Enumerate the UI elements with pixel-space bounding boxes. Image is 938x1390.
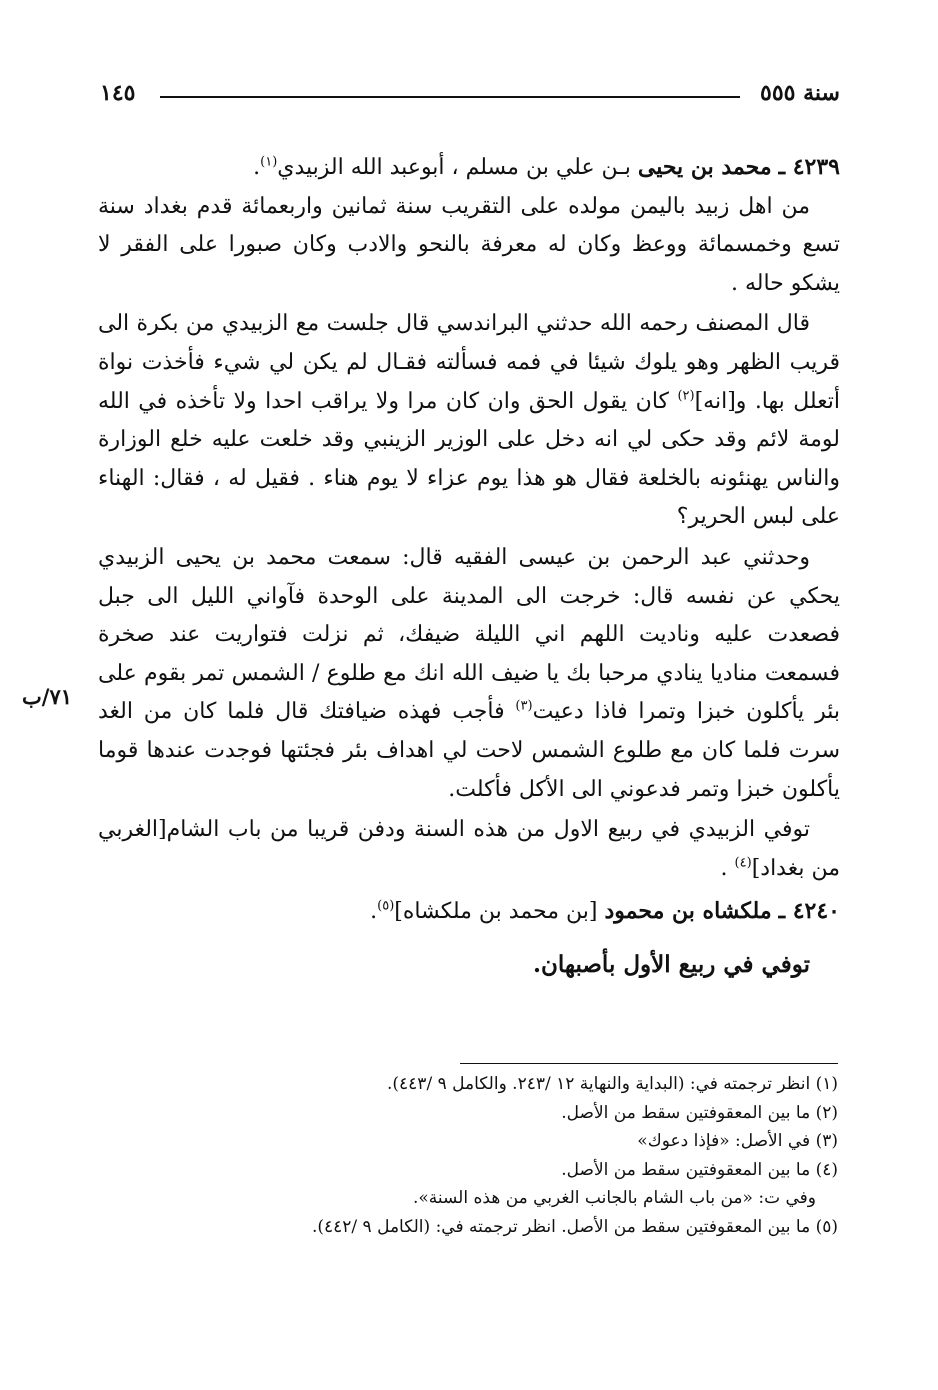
paragraph-anecdote-2: [98, 539, 840, 809]
running-head-year: سنة ٥٥٥: [760, 80, 840, 106]
entry-heading-4239: [98, 148, 840, 188]
paragraph-text: .: [720, 855, 735, 881]
footnote-ref: (١): [260, 154, 278, 170]
entry-end: .: [370, 899, 378, 925]
entry-name-rest: [بن محمد بن ملكشاه]: [394, 899, 605, 925]
footnote-rule: [460, 1063, 838, 1064]
paragraph-text: قال المصنف رحمه الله حدثني البراندسي قال جلست مع الزبيدي من بكرة الى قريب الظهر وهو يلوك شيئا في فمه فسألته فقـال لم يكن لي شيء فأخذت نواة أتعلل بها. و[انه]: [98, 311, 840, 414]
death-statement: توفي في ربيع الأول بأصبهان.: [532, 950, 810, 978]
paragraph-text: كان يقول الحق وان كان مرا ولا يراقب احدا ولا تأخذه في الله لومة لائم وقد حكى لي انه دخل على الوزير الزينبي وقد خلعت عليه خلع الوزارة والناس يهنئونه بالخلعة فقال هو هذا يوم عزاء لا يوم هناء . فقيل له ، فقال: الهناء على لبس الحرير؟: [98, 388, 840, 530]
paragraph-death: [98, 811, 840, 888]
footnote-4: (٤) ما بين المعقوفتين سقط من الأصل.: [561, 1159, 838, 1180]
footnote-ref: (٢): [677, 388, 695, 404]
margin-folio-note: ٧١/ب: [22, 684, 73, 709]
page-number: ١٤٥: [100, 80, 136, 106]
paragraph-anecdote-1: [98, 305, 840, 537]
footnote-3: (٣) في الأصل: «فإذا دعوك»: [637, 1131, 838, 1151]
footnote-5: (٥) ما بين المعقوفتين سقط من الأصل. انظر ترجمته في: (الكامل ٩ /٤٤٢).: [311, 1216, 838, 1237]
running-head-rule: [160, 96, 740, 98]
footnote-1: (١) انظر ترجمته في: (البداية والنهاية ١٢ /٢٤٣. والكامل ٩ /٤٤٣).: [386, 1074, 838, 1094]
footnote-ref: (٤): [734, 855, 752, 871]
paragraph-biography: من اهل زبيد باليمن مولده على التقريب سنة ثمانين واربعمائة قدم بغداد سنة تسع وخمسمائة ووعظ وكان له معرفة بالنحو والادب وكان صبورا على الفقر لا يشكو حاله .: [98, 193, 840, 296]
entry-end: .: [253, 155, 261, 180]
entry-number: ٤٢٣٩ ـ: [778, 154, 840, 180]
footnote-ref: (٥): [377, 898, 395, 914]
footnote-4-variant: وفي ت: «من باب الشام بالجانب الغربي من هذه السنة».: [412, 1188, 816, 1208]
footnotes: [98, 1070, 838, 1241]
footnote-ref: (٣): [515, 698, 533, 714]
entry-heading-4240: [98, 892, 840, 932]
running-head: [100, 76, 840, 112]
paragraph-text: توفي الزبيدي في ربيع الاول من هذه السنة ودفن قريبا من باب الشام[الغربي من بغداد]: [98, 817, 840, 881]
entry-number: ٤٢٤٠ ـ: [778, 898, 840, 925]
paragraph-text: وحدثني عبد الرحمن بن عيسى الفقيه قال: سمعت محمد بن يحيى الزبيدي يحكي عن نفسه قال: خرجت الى المدينة على الوحدة فآواني الليل الى جبل فصعدت عليه وناديت اللهم اني الليلة ضيفك، ثم نزلت فتواريت عند صخرة فسمعت مناديا ينادي مرحبا بك يا ضيف الله انك مع طلوع / الشمس تمر بقوم على بئر يأكلون خبزا وتمرا فاذا دعيت: [98, 544, 840, 725]
entry-name-rest: بـن علي بن مسلم ، أبوعبد الله الزبيدي: [277, 155, 638, 180]
paragraph-text: فأجب فهذه ضيافتك قال فلما كان من الغد سرت فلما كان مع طلوع الشمس لاحت لي اهداف بئر فجئتها فوجدت عندها قوما يأكلون خبزا وتمر فدعوني الى الأكل فأكلت.: [98, 699, 840, 802]
footnote-2: (٢) ما بين المعقوفتين سقط من الأصل.: [561, 1102, 838, 1123]
entry-name: ملكشاه بن محمود: [604, 898, 772, 925]
main-text: [98, 148, 840, 1007]
entry-name: محمد بن يحيى: [637, 154, 772, 180]
